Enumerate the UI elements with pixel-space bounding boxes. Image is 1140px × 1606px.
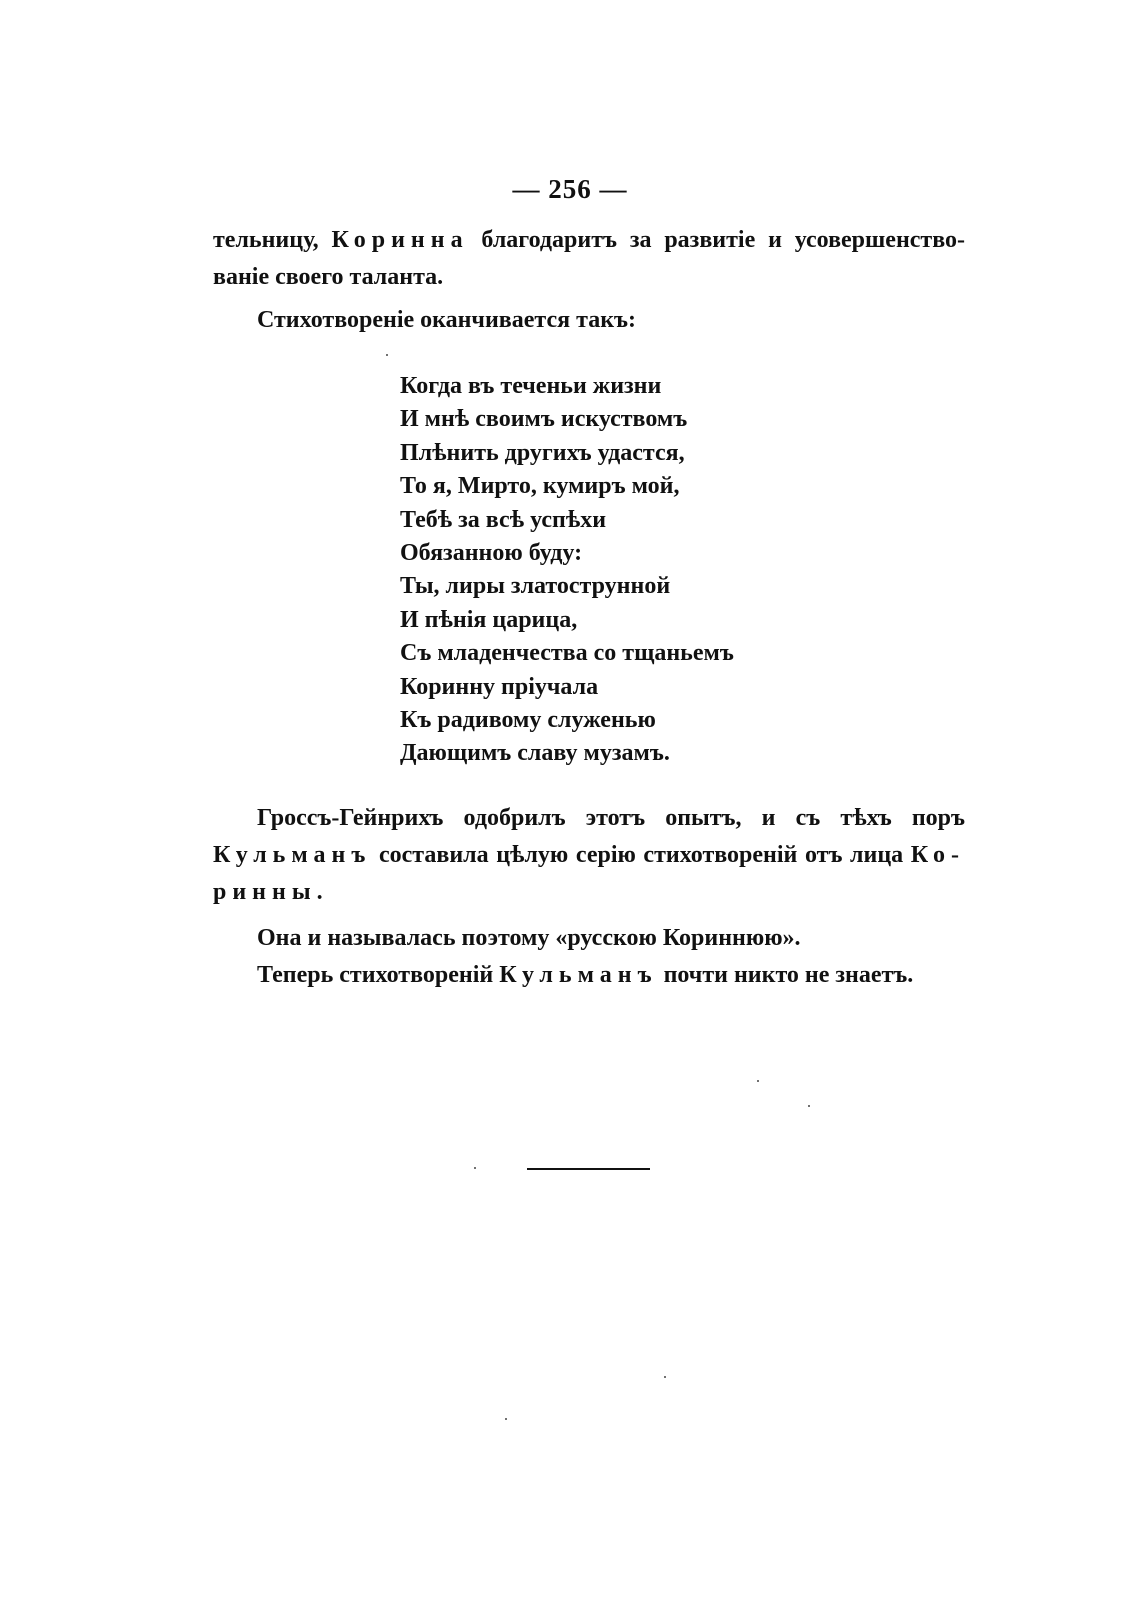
scan-speck [664, 1376, 666, 1378]
text-run: благодаритъ за развитіе и усовершенство- [468, 227, 965, 253]
poem-intro-paragraph [213, 302, 965, 339]
name-kulman: Кульманъ [213, 842, 372, 868]
poem-line: Ты, лиры златострунной [400, 573, 671, 600]
name-korinna-hyphen: Ко- [910, 842, 965, 868]
poem-line: Плѣнить другихъ удастся, [400, 439, 685, 466]
paragraph-gross-heinrich [213, 800, 965, 911]
scan-speck [386, 354, 388, 356]
poem-line: Къ радивому служенью [400, 707, 656, 734]
paragraph-3-line-2 [213, 837, 965, 874]
text-run: . [316, 879, 323, 905]
paragraph-4-text: Она и называлась поэтому «русскою Кориннюю». [257, 925, 801, 951]
poem-block [400, 370, 734, 771]
name-korinna: Коринна [331, 227, 469, 253]
page-number: — 256 — [512, 174, 628, 204]
poem-line: И мнѣ своимъ искуствомъ [400, 406, 688, 433]
paragraph-1-line-2: ваніе своего таланта. [213, 264, 444, 290]
text-run: составила цѣлую серію стихотвореній отъ лица [371, 842, 911, 868]
name-kulman: Кульманъ [499, 962, 658, 988]
poem-intro-text: Стихотвореніе оканчивается такъ: [257, 307, 637, 333]
poem-line: Когда въ теченьи жизни [400, 373, 662, 399]
text-run: Теперь стихотвореній [257, 962, 500, 988]
poem-line: Обязанною буду: [400, 540, 583, 567]
poem-line: Съ младенчества со тщаньемъ [400, 640, 734, 667]
poem-line: Дающимъ славу музамъ. [400, 740, 670, 767]
paragraph-3-line-3 [213, 874, 965, 911]
poem-line: И пѣнія царица, [400, 606, 578, 633]
paragraph-5-text [213, 957, 965, 994]
text-run: тельницу, [213, 227, 332, 253]
text-run: почти никто не знаетъ. [657, 962, 914, 988]
poem-line: Коринну пріучала [400, 673, 599, 700]
poem-line: Тебѣ за всѣ успѣхи [400, 506, 607, 533]
scan-speck [505, 1418, 507, 1420]
paragraph-closing [213, 957, 965, 994]
paragraph-1-line-1 [213, 222, 965, 259]
scan-speck [474, 1167, 476, 1169]
poem-line: То я, Мирто, кумиръ мой, [400, 473, 680, 500]
scan-speck [808, 1105, 810, 1107]
paragraph-continuation [213, 222, 965, 296]
paragraph-russian-korinna [213, 920, 965, 957]
scan-speck [757, 1080, 759, 1082]
name-korinny: ринны [213, 879, 317, 905]
paragraph-3-line-1: Гроссъ-Гейнрихъ одобрилъ этотъ опытъ, и съ тѣхъ поръ [257, 805, 965, 831]
section-end-rule [527, 1168, 650, 1170]
